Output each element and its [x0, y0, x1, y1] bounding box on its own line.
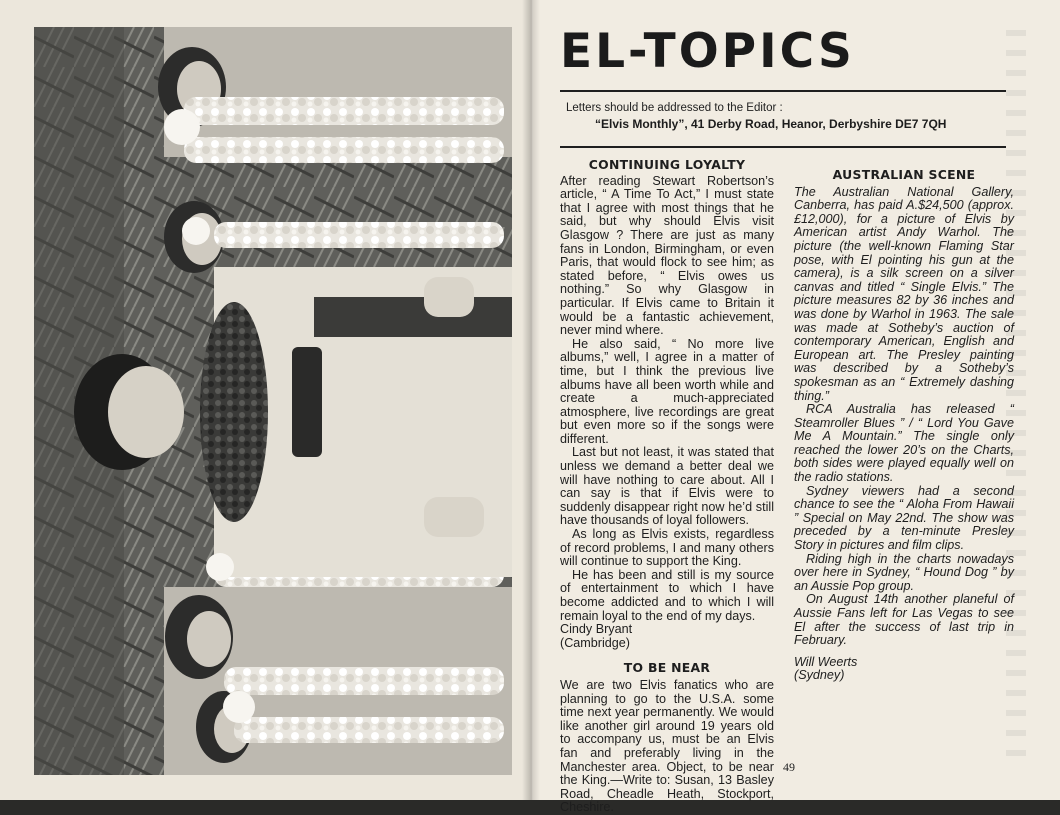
letter-signature-place: (Sydney)	[794, 668, 845, 683]
letter-signature-place: (Cambridge)	[560, 635, 630, 650]
letter-signature-name: Cindy Bryant	[560, 622, 633, 637]
letter-heading: CONTINUING LOYALTY	[588, 157, 746, 172]
editor-address: “Elvis Monthly”, 41 Derby Road, Heanor, Derbyshire DE7 7QH	[595, 117, 947, 131]
letter-paragraph: He also said, “ No more live albums,” well, I agree in a matter of time, but I think the previous live albums have all been worth while and create a much-appreciated atmosphere, live recordings are great but even more so if the songs were different.	[560, 336, 774, 446]
australian-scene-body	[794, 186, 1014, 683]
letter-paragraph: The Australian National Gallery, Canberra, has paid A.$24,500 (approx. £12,000), for a picture of Elvis by American artist Andy Warhol. The picture (the well-known Flaming Star pose, with El pointing his gun at the camera), is a silk screen on a silver canvas and titled “ Single Elvis.” The picture measures 82 by 36 inches and was done by Warhol in 1963. The sale was made at Sotheby’s auction of contemporary American, English and European art. The Presley painting was described by a Sotheby’s spokesman as an “ Extremely dashing thing.”	[794, 184, 1014, 403]
letters-column-right	[794, 158, 1014, 683]
address-intro: Letters should be addressed to the Editor :	[566, 102, 783, 114]
section-title: EL-TOPICS	[560, 24, 855, 79]
letter-signature-name: Will Weerts	[794, 654, 858, 669]
left-page	[0, 0, 530, 800]
letter-paragraph: Riding high in the charts nowadays over here in Sydney, “ Hound Dog ” by an Aussie Pop group.	[794, 551, 1014, 593]
binding-gutter	[522, 0, 540, 800]
letter-paragraph-start: We are two Elvis fanatics who are planning to go to the U.S.A. some time next year permanently. We would like another girl around 19 years old to accompany us, must be an Elvis fan and preferably living in the Manchester area. Object, to be near the King.—Write to: Susan, 13 Basley Road, Cheadle Heath, Stockport, Cheshire.	[560, 677, 774, 815]
letter-paragraph: After reading Stewart Robertson’s article, “ A Time To Act,” I must state that I agree with most things that he said, but why should Elvis visit Glasgow ? There are just as many fans in London, Birmingham, or even Paris, that would flock to see him; as stated before, “ Elvis owes us nothing.” So why Glasgow in particular. If Elvis came to Britain it would be a fantastic achievement, never mind where.	[560, 173, 774, 338]
letter-heading: AUSTRALIAN SCENE	[832, 167, 976, 182]
divider-bottom	[560, 146, 1006, 148]
photo-illustration	[34, 27, 512, 775]
letter-paragraph: As long as Elvis exists, regardless of record problems, I and many others will continue to support the King.	[560, 527, 774, 569]
letter-paragraph: RCA Australia has released “ Steamroller Blues ” / “ Lord You Gave Me A Mountain.” The single only reached the lower 20’s on the Charts, both sides were played equally well on the radio stations.	[794, 402, 1014, 485]
elvis-hawaii-photo	[34, 27, 512, 775]
letter-paragraph: On August 14th another planeful of Aussie Fans left for Las Vegas to see El after the success of last trip in February.	[794, 592, 1014, 648]
letter-paragraph: He has been and still is my source of entertainment to which I have become addicted and to which I will remain loyal to the end of my days.	[560, 567, 774, 623]
letter-heading: TO BE NEAR	[623, 660, 711, 676]
divider-top	[560, 90, 1006, 92]
letters-column-left	[560, 158, 774, 815]
page-number: 49	[783, 760, 795, 774]
letter-paragraph: Last but not least, it was stated that unless we demand a better deal we will have nothing to care about. All I can say is that if Elvis were to suddenly disappear right now he’d still have thousands of loyal followers.	[560, 445, 774, 528]
letter-paragraph: Sydney viewers had a second chance to see the “ Aloha From Hawaii ” Special on May 22nd. The show was preceded by a ten-minute Presley Story in pictures and film clips.	[794, 483, 1014, 553]
